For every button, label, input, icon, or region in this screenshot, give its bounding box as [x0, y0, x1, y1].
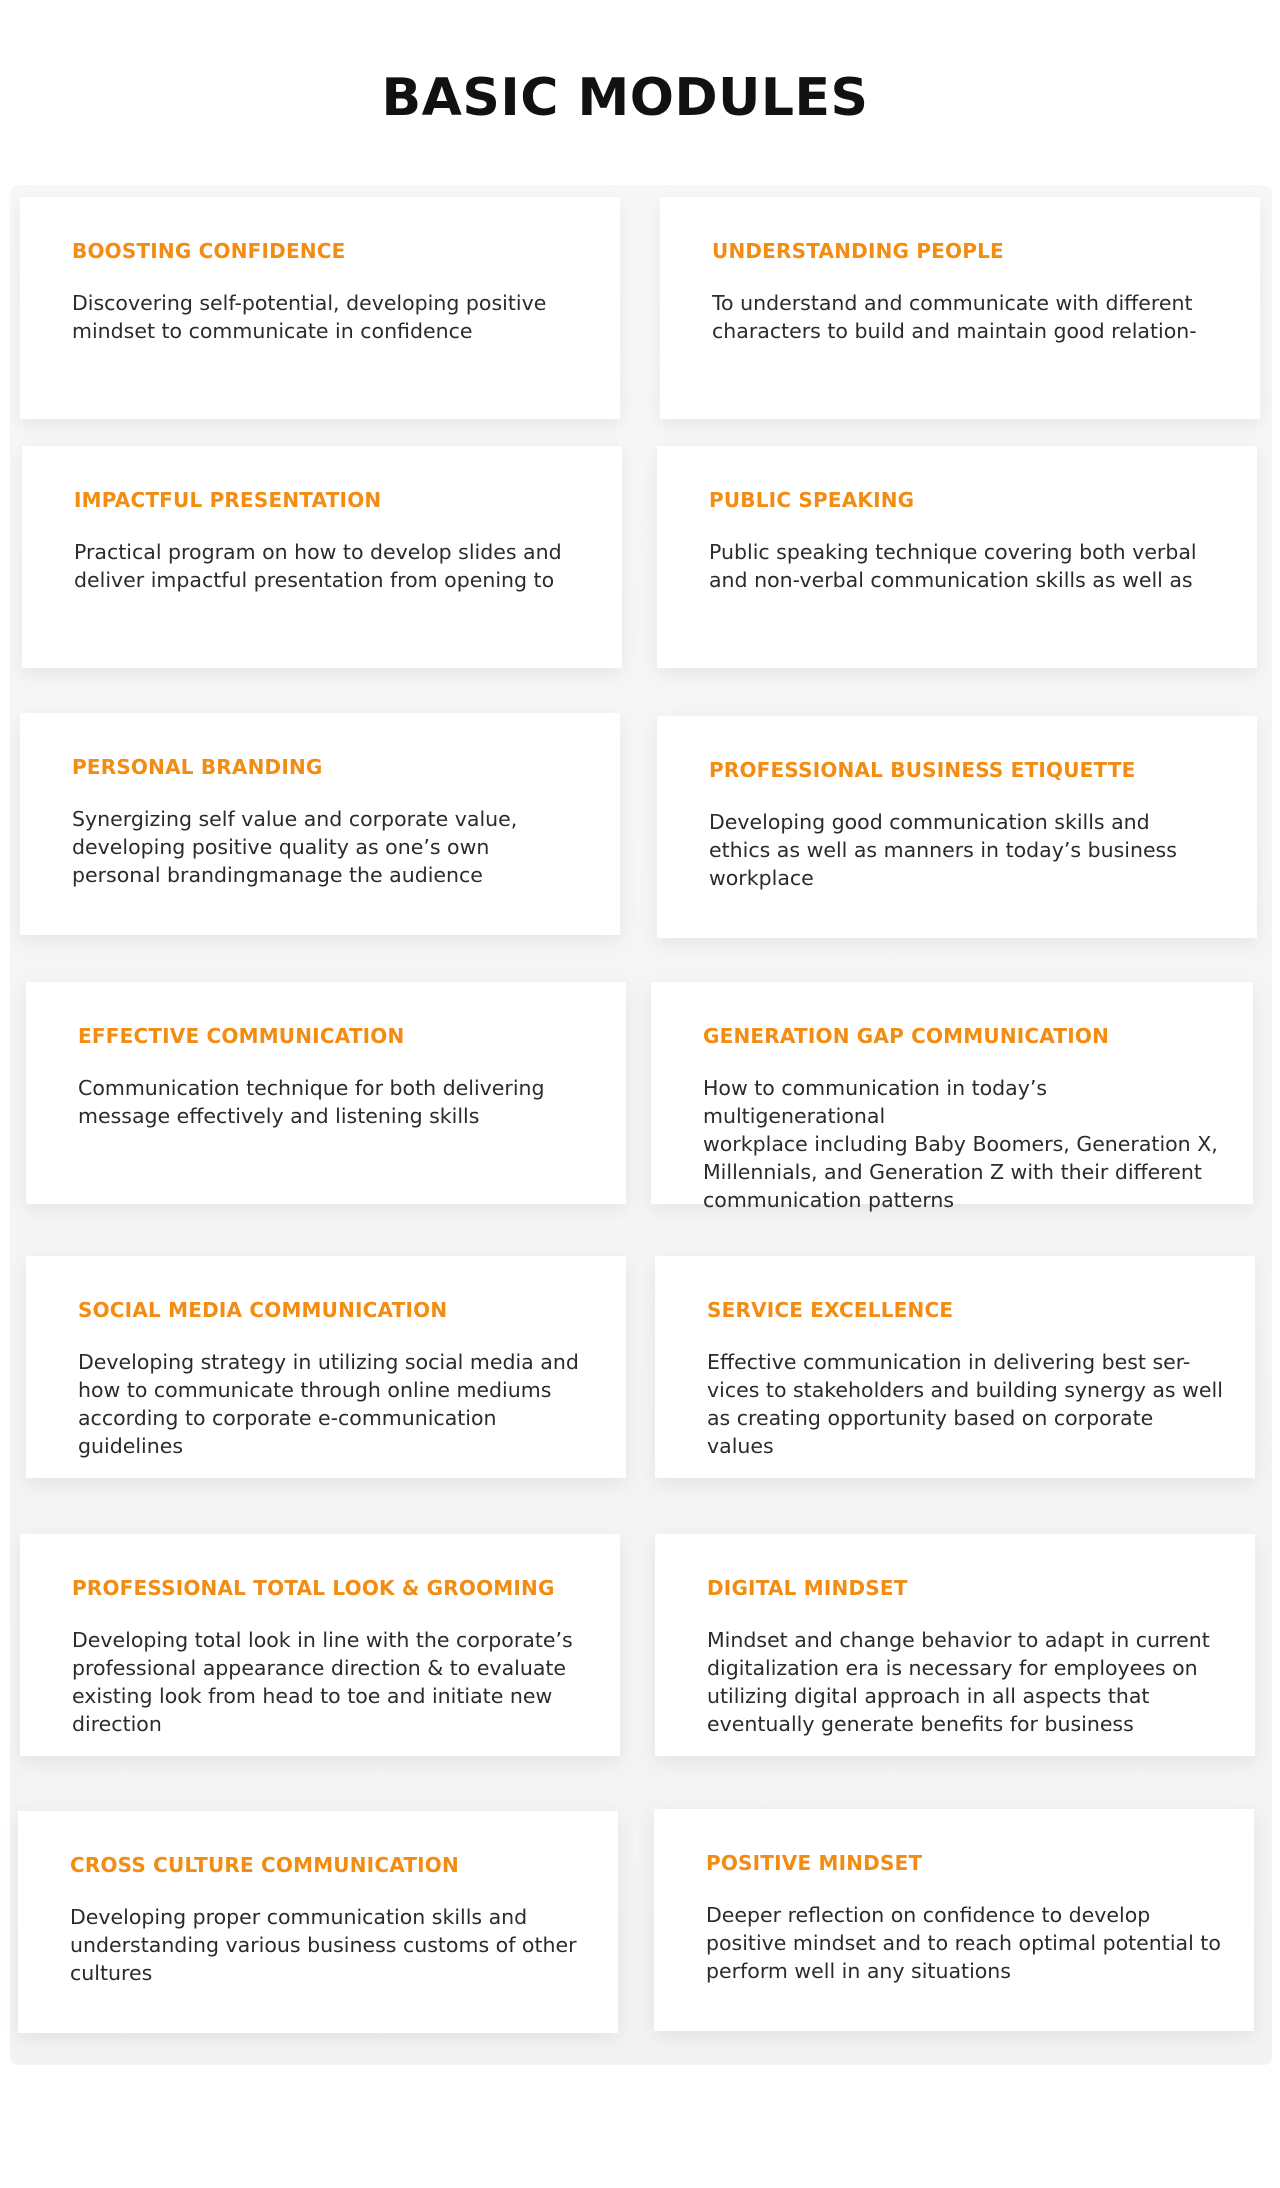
module-title: PROFESSIONAL BUSINESS ETIQUETTE: [709, 758, 1136, 782]
module-title: SOCIAL MEDIA COMMUNICATION: [78, 1298, 448, 1322]
module-description: Synergizing self value and corporate value, developing positive quality as one’s own personal brandingmanage the audience: [72, 807, 518, 887]
module-title: DIGITAL MINDSET: [707, 1576, 908, 1600]
module-description: Effective communication in delivering best ser- vices to stakeholders and building synergy as well as creating opportunity based on corporate values: [707, 1350, 1223, 1458]
module-card-personal-branding: [20, 713, 620, 935]
module-description: Communication technique for both delivering message effectively and listening skills: [78, 1076, 545, 1128]
module-title: BOOSTING CONFIDENCE: [72, 239, 346, 263]
module-card-understanding-people: [660, 197, 1260, 419]
module-title: PROFESSIONAL TOTAL LOOK & GROOMING: [72, 1576, 555, 1600]
module-card-generation-gap-communication: [651, 982, 1253, 1212]
module-description: Public speaking technique covering both verbal and non-verbal communication skills as well as: [709, 540, 1197, 592]
module-description: Practical program on how to develop slides and deliver impactful presentation from opening to: [74, 540, 562, 592]
module-title: SERVICE EXCELLENCE: [707, 1298, 954, 1322]
module-description: How to communication in today’s multigenerational workplace including Baby Boomers, Generation X, Millennials, and Generation Z with their different communication patterns: [703, 1076, 1218, 1212]
module-description: To understand and communicate with different characters to build and maintain good relation-: [712, 291, 1197, 343]
module-title: EFFECTIVE COMMUNICATION: [78, 1024, 405, 1048]
module-card-digital-mindset: [655, 1534, 1255, 1756]
module-card-cross-culture-communication: [18, 1811, 618, 2033]
module-card-effective-communication: [26, 982, 626, 1204]
module-description: Developing proper communication skills and understanding various business customs of other cultures: [70, 1905, 577, 1985]
module-card-boosting-confidence: [20, 197, 620, 419]
module-title: POSITIVE MINDSET: [706, 1851, 923, 1875]
module-description: Developing strategy in utilizing social media and how to communicate through online mediums according to corporate e-communication guidelines: [78, 1350, 579, 1458]
module-description: Developing good communication skills and ethics as well as manners in today’s business workplace: [709, 810, 1177, 890]
module-title: CROSS CULTURE COMMUNICATION: [70, 1853, 459, 1877]
module-card-positive-mindset: [654, 1809, 1254, 2031]
module-card-professional-business-etiquette: [657, 716, 1257, 938]
module-card-service-excellence: [655, 1256, 1255, 1478]
module-card-social-media-communication: [26, 1256, 626, 1478]
module-title: PERSONAL BRANDING: [72, 755, 323, 779]
module-description: Developing total look in line with the corporate’s professional appearance direction & to evaluate existing look from head to toe and initiate new direction: [72, 1628, 573, 1736]
module-card-professional-total-look-grooming: [20, 1534, 620, 1756]
module-description: Mindset and change behavior to adapt in current digitalization era is necessary for employees on utilizing digital approach in all aspects that eventually generate benefits for business: [707, 1628, 1210, 1736]
module-description: Deeper reflection on confidence to develop positive mindset and to reach optimal potential to perform well in any situations: [706, 1903, 1221, 1983]
module-title: IMPACTFUL PRESENTATION: [74, 488, 382, 512]
page-title: BASIC MODULES: [381, 68, 869, 128]
module-card-public-speaking: [657, 446, 1257, 668]
module-description: Discovering self-potential, developing positive mindset to communicate in confidence: [72, 291, 547, 343]
module-title: PUBLIC SPEAKING: [709, 488, 915, 512]
module-title: UNDERSTANDING PEOPLE: [712, 239, 1004, 263]
module-card-impactful-presentation: [22, 446, 622, 668]
module-title: GENERATION GAP COMMUNICATION: [703, 1024, 1110, 1048]
